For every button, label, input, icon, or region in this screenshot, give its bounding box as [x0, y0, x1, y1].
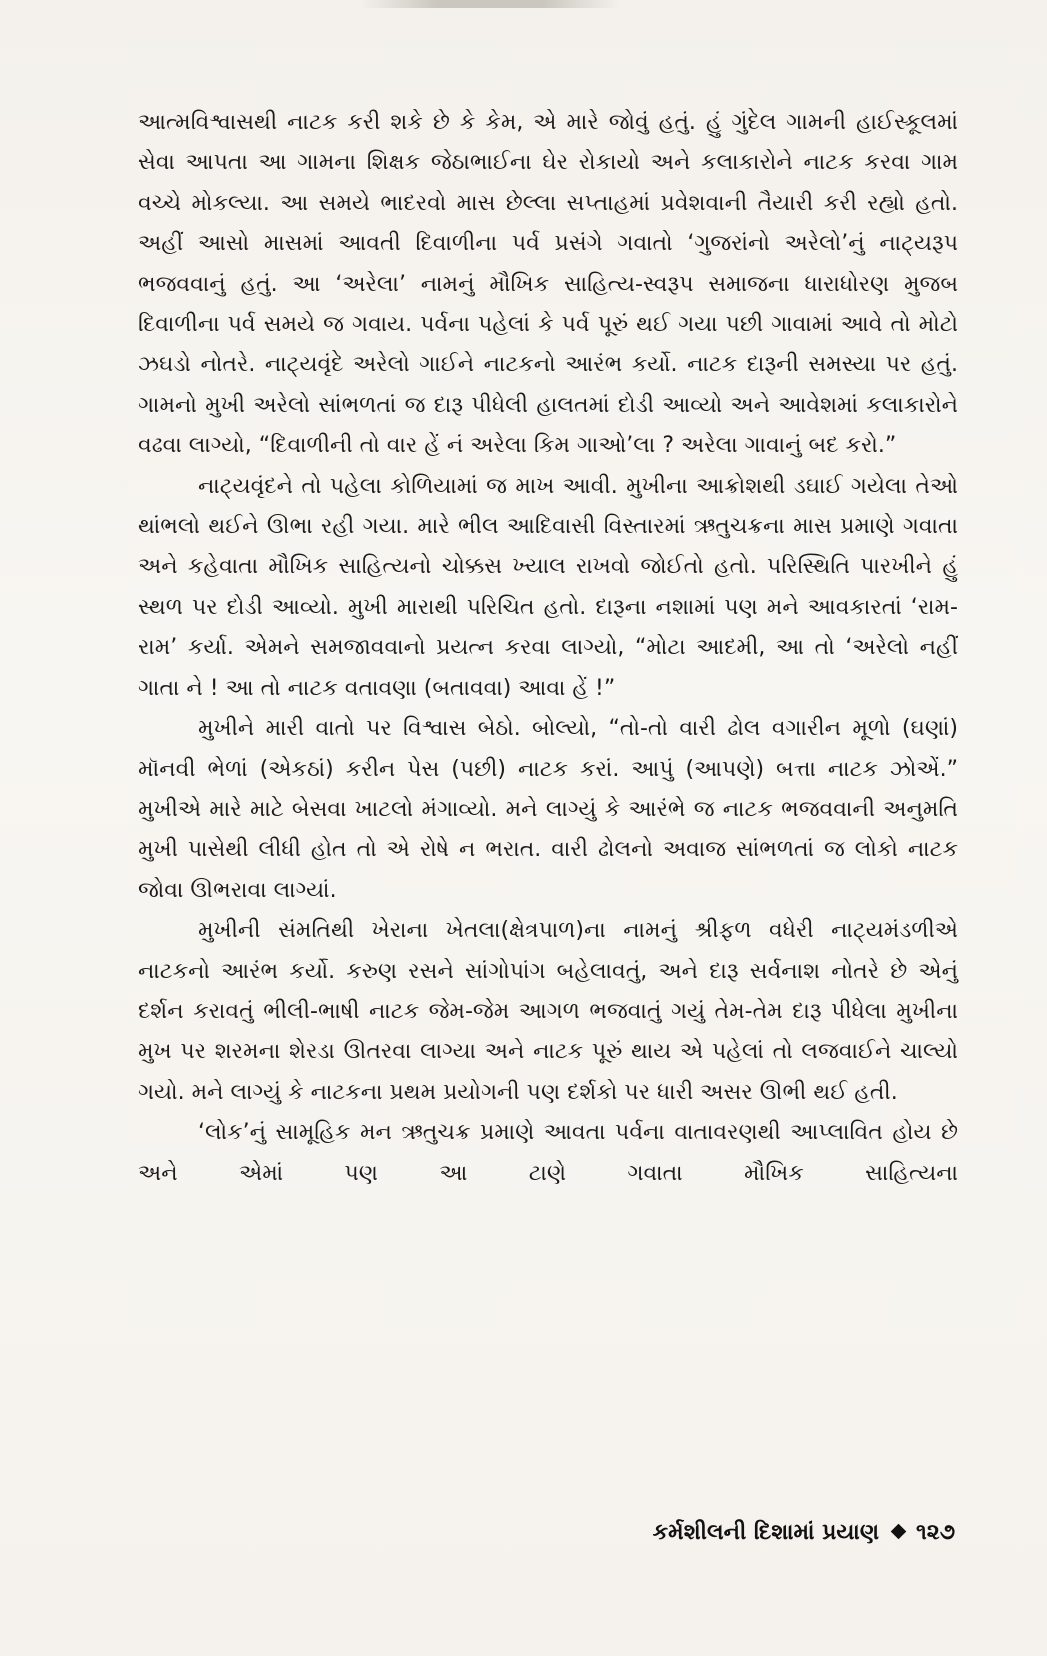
- paragraph-3: મુખીને મારી વાતો પર વિશ્વાસ બેઠો. બોલ્યો, “તો-તો વારી ઢોલ વગારીન મૂળો (ઘણાં) મૉનવી ભેળાં (એકઠાં) કરીન પેસ (પછી) નાટક કરાં. આપું (આપણે) બત્તા નાટક ઝોએં.” મુખીએ મારે માટે બેસવા ખાટલો મંગાવ્યો. મને લાગ્યું કે આરંભે જ નાટક ભજવવાની અનુમતિ મુખી પાસેથી લીધી હોત તો એ રોષે ન ભરાત. વારી ઢોલનો અવાજ સાંભળતાં જ લોકો નાટક જોવા ઊભરાવા લાગ્યાં.: [138, 716, 958, 903]
- diamond-icon: [891, 1524, 907, 1540]
- paragraph-5: ‘લોક’નું સામૂહિક મન ઋતુચક્ર પ્રમાણે આવતા પર્વના વાતાવરણથી આપ્લાવિત હોય છે અને એમાં પણ આ ટાણે ગવાતા મૌખિક સાહિત્યના: [138, 1120, 958, 1186]
- paragraph-1: આત્મવિશ્વાસથી નાટક કરી શકે છે કે કેમ, એ મારે જોવું હતું. હું ગુંદેલ ગામની હાઈસ્કૂલમાં સેવા આપતા આ ગામના શિક્ષક જેઠાભાઈના ઘેર રોકાયો અને કલાકારોને નાટક કરવા ગામ વચ્ચે મોકલ્યા. આ સમયે ભાદરવો માસ છેલ્લા સપ્તાહમાં પ્રવેશવાની તૈયારી કરી રહ્યો હતો. અહીં આસો માસમાં આવતી દિવાળીના પર્વ પ્રસંગે ગવાતો ‘ગુજરાંનો અરેલો’નું નાટ્યરૂપ ભજવવાનું હતું. આ ‘અરેલા’ નામનું મૌખિક સાહિત્ય-સ્વરૂપ સમાજના ધારાધોરણ મુજબ દિવાળીના પર્વ સમયે જ ગવાય. પર્વના પહેલાં કે પર્વ પૂરું થઈ ગયા પછી ગાવામાં આવે તો મોટો ઝઘડો નોતરે. નાટ્યવૃંદે અરેલો ગાઈને નાટકનો આરંભ કર્યો. નાટક દારૂની સમસ્યા પર હતું. ગામનો મુખી અરેલો સાંભળતાં જ દારૂ પીધેલી હાલતમાં દોડી આવ્યો અને આવેશમાં કલાકારોને વઢવા લાગ્યો, “દિવાળીની તો વાર હેં નં અરેલા કિમ ગાઓ’લા ? અરેલા ગાવાનું બદ કરો.”: [138, 110, 958, 459]
- paragraph-2: નાટ્યવૃંદને તો પહેલા કોળિયામાં જ માખ આવી. મુખીના આક્રોશથી ડઘાઈ ગયેલા તેઓ થાંભલો થઈને ઊભા રહી ગયા. મારે ભીલ આદિવાસી વિસ્તારમાં ઋતુચક્રના માસ પ્રમાણે ગવાતા અને કહેવાતા મૌખિક સાહિત્યનો ચોક્કસ ખ્યાલ રાખવો જોઈતો હતો. પરિસ્થિતિ પારખીને હું સ્થળ પર દોડી આવ્યો. મુખી મારાથી પરિચિત હતો. દારૂના નશામાં પણ મને આવકારતાં ‘રામ-રામ’ કર્યા. એમને સમજાવવાનો પ્રયત્ન કરવા લાગ્યો, “મોટા આદમી, આ તો ‘અરેલો નહીં ગાતા ને ! આ તો નાટક વતાવણા (બતાવવા) આવા હેં !”: [138, 473, 958, 701]
- top-bleed-through: [360, 0, 620, 8]
- running-footer: [653, 1520, 955, 1545]
- body-text: [138, 103, 958, 1194]
- footer-book-title: કર્મશીલની દિશામાં પ્રયાણ: [652, 1520, 880, 1545]
- paragraph-4: મુખીની સંમતિથી ખેરાના ખેતલા(ક્ષેત્રપાળ)ના નામનું શ્રીફળ વધેરી નાટ્યમંડળીએ નાટકનો આરંભ કર્યો. કરુણ રસને સાંગોપાંગ બહેલાવતું, અને દારૂ સર્વનાશ નોતરે છે એનું દર્શન કરાવતું ભીલી-ભાષી નાટક જેમ-જેમ આગળ ભજવાતું ગયું તેમ-તેમ દારૂ પીધેલા મુખીના મુખ પર શરમના શેરડા ઊતરવા લાગ્યા અને નાટક પૂરું થાય એ પહેલાં તો લજવાઈને ચાલ્યો ગયો. મને લાગ્યું કે નાટકના પ્રથમ પ્રયોગની પણ દર્શકો પર ધારી અસર ઊભી થઈ હતી.: [138, 918, 958, 1105]
- page-number: ૧૨૭: [916, 1520, 955, 1545]
